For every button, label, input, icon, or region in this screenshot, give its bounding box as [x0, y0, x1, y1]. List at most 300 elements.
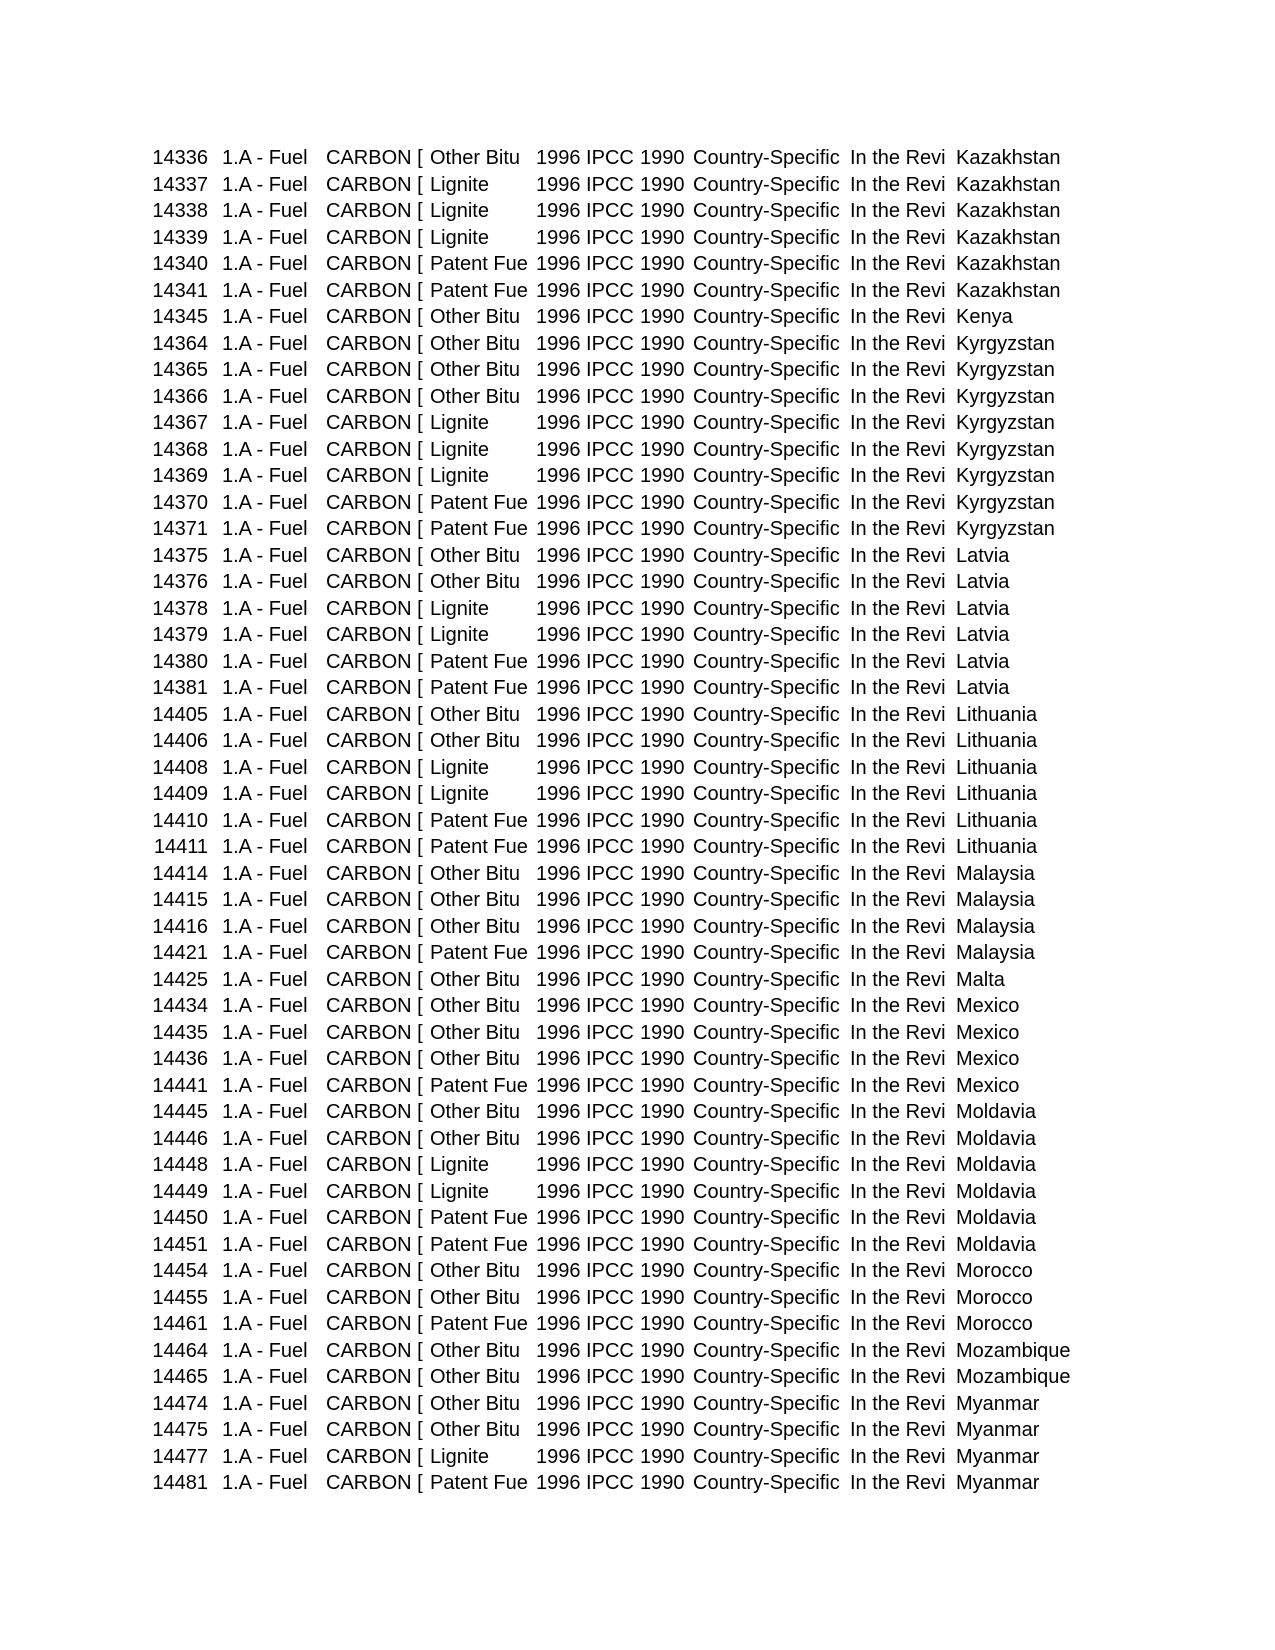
category-cell: 1.A - Fuel — [222, 333, 308, 354]
gas-cell: CARBON [ — [326, 996, 423, 1016]
gas-cell: CARBON [ — [326, 280, 423, 301]
type-cell: Country-Specific — [693, 254, 840, 274]
category-cell: 1.A - Fuel — [222, 784, 308, 804]
fuel-cell: Other Bitu — [430, 863, 521, 884]
table-row — [0, 1470, 1275, 1497]
type-cell: Country-Specific — [693, 1102, 840, 1122]
category-cell: 1.A - Fuel — [222, 1049, 308, 1069]
type-cell: Country-Specific — [693, 1473, 840, 1493]
country-cell: Malaysia — [956, 890, 1035, 910]
ipcc-cell: 1996 IPCC — [536, 280, 634, 301]
year-cell: 1990 — [640, 1181, 685, 1202]
ipcc-cell: 1996 IPCC — [536, 1314, 634, 1334]
year-cell: 1990 — [640, 1234, 685, 1255]
gas-cell: CARBON [ — [326, 863, 423, 884]
type-cell: Country-Specific — [693, 1049, 840, 1069]
table-row — [0, 755, 1275, 782]
year-cell: 1990 — [640, 837, 685, 857]
ipcc-cell: 1996 IPCC — [536, 969, 634, 990]
type-cell: Country-Specific — [693, 625, 840, 645]
fuel-cell: Patent Fue — [430, 1234, 528, 1255]
id-cell: 14378 — [152, 598, 208, 619]
country-cell: Moldavia — [956, 1155, 1037, 1175]
ipcc-cell: 1996 IPCC — [536, 254, 634, 274]
revision-cell: In the Revi — [850, 890, 946, 910]
ipcc-cell: 1996 IPCC — [536, 1261, 634, 1281]
table-row — [0, 993, 1275, 1020]
id-cell: 14381 — [152, 678, 208, 698]
id-cell: 14368 — [152, 439, 208, 460]
year-cell: 1990 — [640, 704, 685, 725]
id-cell: 14441 — [152, 1075, 208, 1096]
category-cell: 1.A - Fuel — [222, 1261, 308, 1281]
type-cell: Country-Specific — [693, 148, 840, 168]
year-cell: 1990 — [640, 545, 685, 566]
type-cell: Country-Specific — [693, 439, 840, 460]
year-cell: 1990 — [640, 996, 685, 1016]
revision-cell: In the Revi — [850, 943, 946, 963]
id-cell: 14366 — [152, 386, 208, 407]
type-cell: Country-Specific — [693, 1314, 840, 1334]
ipcc-cell: 1996 IPCC — [536, 1473, 634, 1493]
id-cell: 14461 — [152, 1314, 208, 1334]
category-cell: 1.A - Fuel — [222, 519, 308, 539]
revision-cell: In the Revi — [850, 545, 946, 566]
gas-cell: CARBON [ — [326, 254, 423, 274]
type-cell: Country-Specific — [693, 519, 840, 539]
country-cell: Myanmar — [956, 1446, 1040, 1467]
id-cell: 14338 — [152, 201, 208, 221]
revision-cell: In the Revi — [850, 1155, 946, 1175]
table-row — [0, 278, 1275, 305]
gas-cell: CARBON [ — [326, 1049, 423, 1069]
table-row — [0, 1391, 1275, 1418]
type-cell: Country-Specific — [693, 1181, 840, 1202]
id-cell: 14376 — [152, 572, 208, 592]
ipcc-cell: 1996 IPCC — [536, 863, 634, 884]
country-cell: Morocco — [956, 1287, 1033, 1308]
revision-cell: In the Revi — [850, 439, 946, 460]
country-cell: Mexico — [956, 1075, 1020, 1096]
revision-cell: In the Revi — [850, 863, 946, 884]
revision-cell: In the Revi — [850, 704, 946, 725]
revision-cell: In the Revi — [850, 916, 946, 937]
gas-cell: CARBON [ — [326, 360, 423, 380]
category-cell: 1.A - Fuel — [222, 1075, 308, 1096]
ipcc-cell: 1996 IPCC — [536, 996, 634, 1016]
table-row — [0, 781, 1275, 808]
revision-cell: In the Revi — [850, 386, 946, 407]
fuel-cell: Lignite — [430, 201, 489, 221]
table-row — [0, 596, 1275, 623]
id-cell: 14410 — [152, 810, 208, 831]
revision-cell: In the Revi — [850, 492, 946, 513]
year-cell: 1990 — [640, 625, 685, 645]
year-cell: 1990 — [640, 1049, 685, 1069]
year-cell: 1990 — [640, 1102, 685, 1122]
fuel-cell: Patent Fue — [430, 943, 528, 963]
id-cell: 14379 — [152, 625, 208, 645]
country-cell: Kyrgyzstan — [956, 492, 1055, 513]
revision-cell: In the Revi — [850, 810, 946, 831]
table-row — [0, 649, 1275, 676]
type-cell: Country-Specific — [693, 1234, 840, 1255]
year-cell: 1990 — [640, 598, 685, 619]
category-cell: 1.A - Fuel — [222, 307, 308, 327]
gas-cell: CARBON [ — [326, 625, 423, 645]
country-cell: Lithuania — [956, 810, 1038, 831]
category-cell: 1.A - Fuel — [222, 863, 308, 884]
ipcc-cell: 1996 IPCC — [536, 1155, 634, 1175]
gas-cell: CARBON [ — [326, 545, 423, 566]
category-cell: 1.A - Fuel — [222, 1102, 308, 1122]
revision-cell: In the Revi — [850, 1473, 946, 1493]
fuel-cell: Lignite — [430, 625, 489, 645]
table-row — [0, 251, 1275, 278]
table-row — [0, 1338, 1275, 1365]
type-cell: Country-Specific — [693, 280, 840, 301]
revision-cell: In the Revi — [850, 413, 946, 433]
fuel-cell: Other Bitu — [430, 360, 521, 380]
category-cell: 1.A - Fuel — [222, 1128, 308, 1149]
fuel-cell: Patent Fue — [430, 1075, 528, 1096]
year-cell: 1990 — [640, 1420, 685, 1440]
fuel-cell: Other Bitu — [430, 1049, 521, 1069]
year-cell: 1990 — [640, 254, 685, 274]
id-cell: 14445 — [152, 1102, 208, 1122]
type-cell: Country-Specific — [693, 201, 840, 221]
gas-cell: CARBON [ — [326, 598, 423, 619]
gas-cell: CARBON [ — [326, 890, 423, 910]
id-cell: 14380 — [152, 651, 208, 672]
type-cell: Country-Specific — [693, 678, 840, 698]
type-cell: Country-Specific — [693, 1340, 840, 1361]
revision-cell: In the Revi — [850, 466, 946, 486]
fuel-cell: Other Bitu — [430, 545, 521, 566]
gas-cell: CARBON [ — [326, 1261, 423, 1281]
type-cell: Country-Specific — [693, 227, 840, 248]
country-cell: Kazakhstan — [956, 254, 1061, 274]
ipcc-cell: 1996 IPCC — [536, 678, 634, 698]
revision-cell: In the Revi — [850, 969, 946, 990]
gas-cell: CARBON [ — [326, 1340, 423, 1361]
id-cell: 14367 — [152, 413, 208, 433]
category-cell: 1.A - Fuel — [222, 943, 308, 963]
ipcc-cell: 1996 IPCC — [536, 519, 634, 539]
year-cell: 1990 — [640, 333, 685, 354]
category-cell: 1.A - Fuel — [222, 1155, 308, 1175]
ipcc-cell: 1996 IPCC — [536, 386, 634, 407]
table-row — [0, 225, 1275, 252]
gas-cell: CARBON [ — [326, 810, 423, 831]
year-cell: 1990 — [640, 678, 685, 698]
type-cell: Country-Specific — [693, 916, 840, 937]
fuel-cell: Lignite — [430, 757, 489, 778]
gas-cell: CARBON [ — [326, 1208, 423, 1228]
gas-cell: CARBON [ — [326, 704, 423, 725]
fuel-cell: Lignite — [430, 598, 489, 619]
year-cell: 1990 — [640, 201, 685, 221]
fuel-cell: Patent Fue — [430, 837, 528, 857]
type-cell: Country-Specific — [693, 545, 840, 566]
gas-cell: CARBON [ — [326, 1102, 423, 1122]
country-cell: Mozambique — [956, 1367, 1071, 1387]
type-cell: Country-Specific — [693, 1075, 840, 1096]
table-row — [0, 569, 1275, 596]
gas-cell: CARBON [ — [326, 307, 423, 327]
type-cell: Country-Specific — [693, 757, 840, 778]
id-cell: 14409 — [152, 784, 208, 804]
category-cell: 1.A - Fuel — [222, 492, 308, 513]
ipcc-cell: 1996 IPCC — [536, 1234, 634, 1255]
gas-cell: CARBON [ — [326, 1314, 423, 1334]
revision-cell: In the Revi — [850, 598, 946, 619]
category-cell: 1.A - Fuel — [222, 386, 308, 407]
category-cell: 1.A - Fuel — [222, 704, 308, 725]
fuel-cell: Patent Fue — [430, 1208, 528, 1228]
gas-cell: CARBON [ — [326, 651, 423, 672]
id-cell: 14425 — [152, 969, 208, 990]
revision-cell: In the Revi — [850, 148, 946, 168]
ipcc-cell: 1996 IPCC — [536, 757, 634, 778]
type-cell: Country-Specific — [693, 704, 840, 725]
year-cell: 1990 — [640, 439, 685, 460]
table-row — [0, 463, 1275, 490]
ipcc-cell: 1996 IPCC — [536, 810, 634, 831]
fuel-cell: Other Bitu — [430, 572, 521, 592]
category-cell: 1.A - Fuel — [222, 545, 308, 566]
category-cell: 1.A - Fuel — [222, 916, 308, 937]
table-row — [0, 1205, 1275, 1232]
gas-cell: CARBON [ — [326, 1022, 423, 1043]
country-cell: Malaysia — [956, 943, 1035, 963]
table-row — [0, 1364, 1275, 1391]
country-cell: Kyrgyzstan — [956, 519, 1055, 539]
revision-cell: In the Revi — [850, 731, 946, 751]
gas-cell: CARBON [ — [326, 1181, 423, 1202]
year-cell: 1990 — [640, 784, 685, 804]
category-cell: 1.A - Fuel — [222, 148, 308, 168]
id-cell: 14345 — [152, 307, 208, 327]
fuel-cell: Other Bitu — [430, 890, 521, 910]
category-cell: 1.A - Fuel — [222, 731, 308, 751]
fuel-cell: Patent Fue — [430, 254, 528, 274]
gas-cell: CARBON [ — [326, 1393, 423, 1414]
country-cell: Kyrgyzstan — [956, 333, 1055, 354]
year-cell: 1990 — [640, 1075, 685, 1096]
table-row — [0, 1020, 1275, 1047]
type-cell: Country-Specific — [693, 174, 840, 195]
year-cell: 1990 — [640, 969, 685, 990]
type-cell: Country-Specific — [693, 651, 840, 672]
country-cell: Mozambique — [956, 1340, 1071, 1361]
revision-cell: In the Revi — [850, 1181, 946, 1202]
table-row — [0, 410, 1275, 437]
table-row — [0, 861, 1275, 888]
id-cell: 14405 — [152, 704, 208, 725]
country-cell: Kazakhstan — [956, 201, 1061, 221]
year-cell: 1990 — [640, 1473, 685, 1493]
fuel-cell: Other Bitu — [430, 1022, 521, 1043]
id-cell: 14474 — [152, 1393, 208, 1414]
year-cell: 1990 — [640, 466, 685, 486]
ipcc-cell: 1996 IPCC — [536, 1049, 634, 1069]
revision-cell: In the Revi — [850, 625, 946, 645]
year-cell: 1990 — [640, 1393, 685, 1414]
ipcc-cell: 1996 IPCC — [536, 704, 634, 725]
id-cell: 14337 — [152, 174, 208, 195]
type-cell: Country-Specific — [693, 969, 840, 990]
country-cell: Myanmar — [956, 1473, 1040, 1493]
id-cell: 14339 — [152, 227, 208, 248]
ipcc-cell: 1996 IPCC — [536, 1340, 634, 1361]
gas-cell: CARBON [ — [326, 174, 423, 195]
fuel-cell: Patent Fue — [430, 1473, 528, 1493]
category-cell: 1.A - Fuel — [222, 360, 308, 380]
revision-cell: In the Revi — [850, 227, 946, 248]
type-cell: Country-Specific — [693, 863, 840, 884]
ipcc-cell: 1996 IPCC — [536, 572, 634, 592]
year-cell: 1990 — [640, 943, 685, 963]
table-row — [0, 1258, 1275, 1285]
category-cell: 1.A - Fuel — [222, 1314, 308, 1334]
fuel-cell: Other Bitu — [430, 996, 521, 1016]
id-cell: 14365 — [152, 360, 208, 380]
revision-cell: In the Revi — [850, 1102, 946, 1122]
fuel-cell: Lignite — [430, 439, 489, 460]
gas-cell: CARBON [ — [326, 916, 423, 937]
fuel-cell: Other Bitu — [430, 731, 521, 751]
id-cell: 14369 — [152, 466, 208, 486]
ipcc-cell: 1996 IPCC — [536, 651, 634, 672]
type-cell: Country-Specific — [693, 333, 840, 354]
fuel-cell: Lignite — [430, 466, 489, 486]
type-cell: Country-Specific — [693, 413, 840, 433]
year-cell: 1990 — [640, 413, 685, 433]
gas-cell: CARBON [ — [326, 1287, 423, 1308]
gas-cell: CARBON [ — [326, 1234, 423, 1255]
type-cell: Country-Specific — [693, 386, 840, 407]
country-cell: Malaysia — [956, 916, 1035, 937]
ipcc-cell: 1996 IPCC — [536, 174, 634, 195]
fuel-cell: Patent Fue — [430, 1314, 528, 1334]
ipcc-cell: 1996 IPCC — [536, 1420, 634, 1440]
country-cell: Kyrgyzstan — [956, 360, 1055, 380]
ipcc-cell: 1996 IPCC — [536, 307, 634, 327]
year-cell: 1990 — [640, 757, 685, 778]
id-cell: 14446 — [152, 1128, 208, 1149]
table-row — [0, 1046, 1275, 1073]
gas-cell: CARBON [ — [326, 784, 423, 804]
revision-cell: In the Revi — [850, 1128, 946, 1149]
category-cell: 1.A - Fuel — [222, 413, 308, 433]
id-cell: 14477 — [152, 1446, 208, 1467]
id-cell: 14364 — [152, 333, 208, 354]
ipcc-cell: 1996 IPCC — [536, 492, 634, 513]
revision-cell: In the Revi — [850, 1234, 946, 1255]
category-cell: 1.A - Fuel — [222, 1473, 308, 1493]
fuel-cell: Lignite — [430, 1155, 489, 1175]
gas-cell: CARBON [ — [326, 333, 423, 354]
table-row — [0, 808, 1275, 835]
id-cell: 14340 — [152, 254, 208, 274]
id-cell: 14414 — [152, 863, 208, 884]
revision-cell: In the Revi — [850, 1314, 946, 1334]
id-cell: 14451 — [152, 1234, 208, 1255]
revision-cell: In the Revi — [850, 1420, 946, 1440]
revision-cell: In the Revi — [850, 1049, 946, 1069]
type-cell: Country-Specific — [693, 572, 840, 592]
id-cell: 14371 — [152, 519, 208, 539]
fuel-cell: Lignite — [430, 1446, 489, 1467]
country-cell: Kyrgyzstan — [956, 439, 1055, 460]
id-cell: 14434 — [152, 996, 208, 1016]
country-cell: Latvia — [956, 625, 1010, 645]
table-row — [0, 145, 1275, 172]
category-cell: 1.A - Fuel — [222, 254, 308, 274]
category-cell: 1.A - Fuel — [222, 1022, 308, 1043]
year-cell: 1990 — [640, 916, 685, 937]
year-cell: 1990 — [640, 307, 685, 327]
category-cell: 1.A - Fuel — [222, 678, 308, 698]
table-row — [0, 543, 1275, 570]
country-cell: Malta — [956, 969, 1005, 990]
id-cell: 14454 — [152, 1261, 208, 1281]
revision-cell: In the Revi — [850, 651, 946, 672]
table-row — [0, 1311, 1275, 1338]
category-cell: 1.A - Fuel — [222, 1208, 308, 1228]
gas-cell: CARBON [ — [326, 1367, 423, 1387]
country-cell: Kenya — [956, 307, 1013, 327]
fuel-cell: Other Bitu — [430, 386, 521, 407]
gas-cell: CARBON [ — [326, 837, 423, 857]
revision-cell: In the Revi — [850, 678, 946, 698]
ipcc-cell: 1996 IPCC — [536, 1208, 634, 1228]
type-cell: Country-Specific — [693, 996, 840, 1016]
ipcc-cell: 1996 IPCC — [536, 360, 634, 380]
fuel-cell: Other Bitu — [430, 916, 521, 937]
country-cell: Moldavia — [956, 1102, 1037, 1122]
country-cell: Kazakhstan — [956, 174, 1061, 195]
table-row — [0, 940, 1275, 967]
year-cell: 1990 — [640, 360, 685, 380]
type-cell: Country-Specific — [693, 1393, 840, 1414]
type-cell: Country-Specific — [693, 837, 840, 857]
table-row — [0, 172, 1275, 199]
year-cell: 1990 — [640, 1128, 685, 1149]
revision-cell: In the Revi — [850, 1393, 946, 1414]
country-cell: Moldavia — [956, 1181, 1037, 1202]
category-cell: 1.A - Fuel — [222, 996, 308, 1016]
ipcc-cell: 1996 IPCC — [536, 413, 634, 433]
year-cell: 1990 — [640, 1367, 685, 1387]
fuel-cell: Lignite — [430, 784, 489, 804]
year-cell: 1990 — [640, 1340, 685, 1361]
gas-cell: CARBON [ — [326, 1128, 423, 1149]
ipcc-cell: 1996 IPCC — [536, 837, 634, 857]
fuel-cell: Patent Fue — [430, 280, 528, 301]
table-row — [0, 490, 1275, 517]
id-cell: 14475 — [152, 1420, 208, 1440]
category-cell: 1.A - Fuel — [222, 890, 308, 910]
revision-cell: In the Revi — [850, 519, 946, 539]
category-cell: 1.A - Fuel — [222, 439, 308, 460]
gas-cell: CARBON [ — [326, 466, 423, 486]
category-cell: 1.A - Fuel — [222, 1234, 308, 1255]
year-cell: 1990 — [640, 863, 685, 884]
table-row — [0, 728, 1275, 755]
type-cell: Country-Specific — [693, 1208, 840, 1228]
